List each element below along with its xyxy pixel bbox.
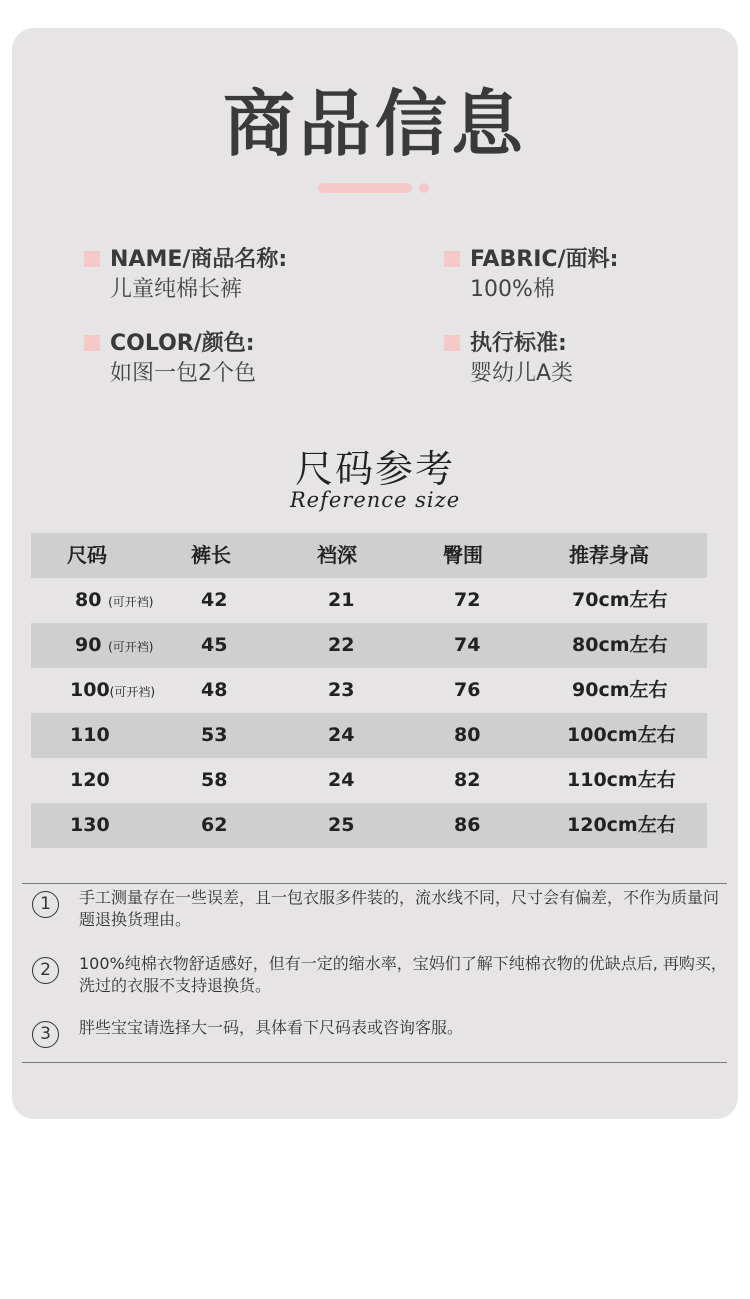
cell-height: 80cm左右	[572, 634, 668, 656]
cell-height: 90cm左右	[572, 679, 668, 701]
note-2-text: 100%纯棉衣物舒适感好，但有一定的缩水率，宝妈们了解下纯棉衣物的优缺点后, 再购买，洗过的衣服不支持退换货。	[79, 954, 727, 995]
cell-length: 48	[201, 679, 228, 701]
size-value: 120	[70, 769, 110, 791]
table-row	[31, 713, 707, 758]
info-color-value: 如图一包2个色	[110, 361, 256, 386]
cell-rise: 24	[328, 769, 355, 791]
cell-size	[70, 758, 110, 803]
bullet-square	[444, 251, 460, 267]
notes-top-rule	[22, 883, 727, 884]
title-underline-dot	[419, 183, 429, 193]
size-note: (可开裆)	[108, 640, 154, 654]
size-value: 90	[75, 634, 102, 656]
info-fabric-value: 100%棉	[470, 277, 555, 302]
header-size: 尺码	[67, 543, 107, 567]
cell-size	[70, 713, 110, 758]
cell-rise: 24	[328, 724, 355, 746]
cell-size	[70, 803, 110, 848]
table-row	[31, 623, 707, 668]
bullet-square	[84, 251, 100, 267]
cell-hip: 74	[454, 634, 481, 656]
size-value: 100	[70, 679, 110, 701]
table-row	[31, 578, 707, 623]
cell-rise: 25	[328, 814, 355, 836]
size-section-title: 尺码参考	[294, 447, 455, 491]
bullet-square	[444, 335, 460, 351]
header-hip: 臀围	[443, 543, 483, 567]
table-row	[31, 803, 707, 848]
header-height: 推荐身高	[569, 543, 649, 567]
info-name-value: 儿童纯棉长裤	[110, 277, 243, 302]
size-note: (可开裆)	[108, 595, 154, 609]
cell-size	[75, 578, 153, 623]
bullet-square	[84, 335, 100, 351]
circled-number-1: 1	[32, 891, 59, 918]
cell-height: 110cm左右	[567, 769, 676, 791]
cell-length: 62	[201, 814, 228, 836]
cell-length: 53	[201, 724, 228, 746]
cell-height: 70cm左右	[572, 589, 668, 611]
table-row	[31, 668, 707, 713]
cell-size	[75, 623, 153, 668]
info-color-label: COLOR/颜色:	[110, 331, 255, 356]
cell-hip: 86	[454, 814, 481, 836]
note-3-text: 胖些宝宝请选择大一码，具体看下尺码表或咨询客服。	[79, 1018, 464, 1037]
table-header-row	[31, 533, 707, 578]
cell-length: 58	[201, 769, 228, 791]
info-fabric-label: FABRIC/面料:	[470, 247, 619, 272]
cell-hip: 82	[454, 769, 481, 791]
cell-rise: 22	[328, 634, 355, 656]
cell-hip: 72	[454, 589, 481, 611]
note-1-text: 手工测量存在一些误差，且一包衣服多件装的，流水线不同，尺寸会有偏差，不作为质量问题退换货理由。	[79, 888, 720, 929]
info-standard-label: 执行标准:	[470, 331, 567, 356]
circled-number-3: 3	[32, 1021, 59, 1048]
circled-number-2: 2	[32, 957, 59, 984]
header-rise: 裆深	[317, 543, 357, 567]
cell-height: 120cm左右	[567, 814, 676, 836]
cell-height: 100cm左右	[567, 724, 676, 746]
size-value: 130	[70, 814, 110, 836]
info-standard-value: 婴幼儿A类	[470, 361, 574, 386]
cell-rise: 23	[328, 679, 355, 701]
size-section-subtitle: Reference size	[289, 488, 461, 512]
size-value: 80	[75, 589, 102, 611]
notes-bottom-rule	[22, 1062, 727, 1063]
cell-hip: 80	[454, 724, 481, 746]
cell-length: 42	[201, 589, 228, 611]
table-row	[31, 758, 707, 803]
size-value: 110	[70, 724, 110, 746]
page-title: 商品信息	[222, 82, 527, 166]
cell-rise: 21	[328, 589, 355, 611]
cell-size	[70, 668, 155, 713]
title-underline	[318, 183, 412, 193]
cell-length: 45	[201, 634, 228, 656]
info-name-label: NAME/商品名称:	[110, 247, 288, 272]
size-table	[31, 533, 707, 848]
cell-hip: 76	[454, 679, 481, 701]
size-note: (可开裆)	[109, 685, 156, 699]
header-length: 裤长	[191, 543, 231, 567]
